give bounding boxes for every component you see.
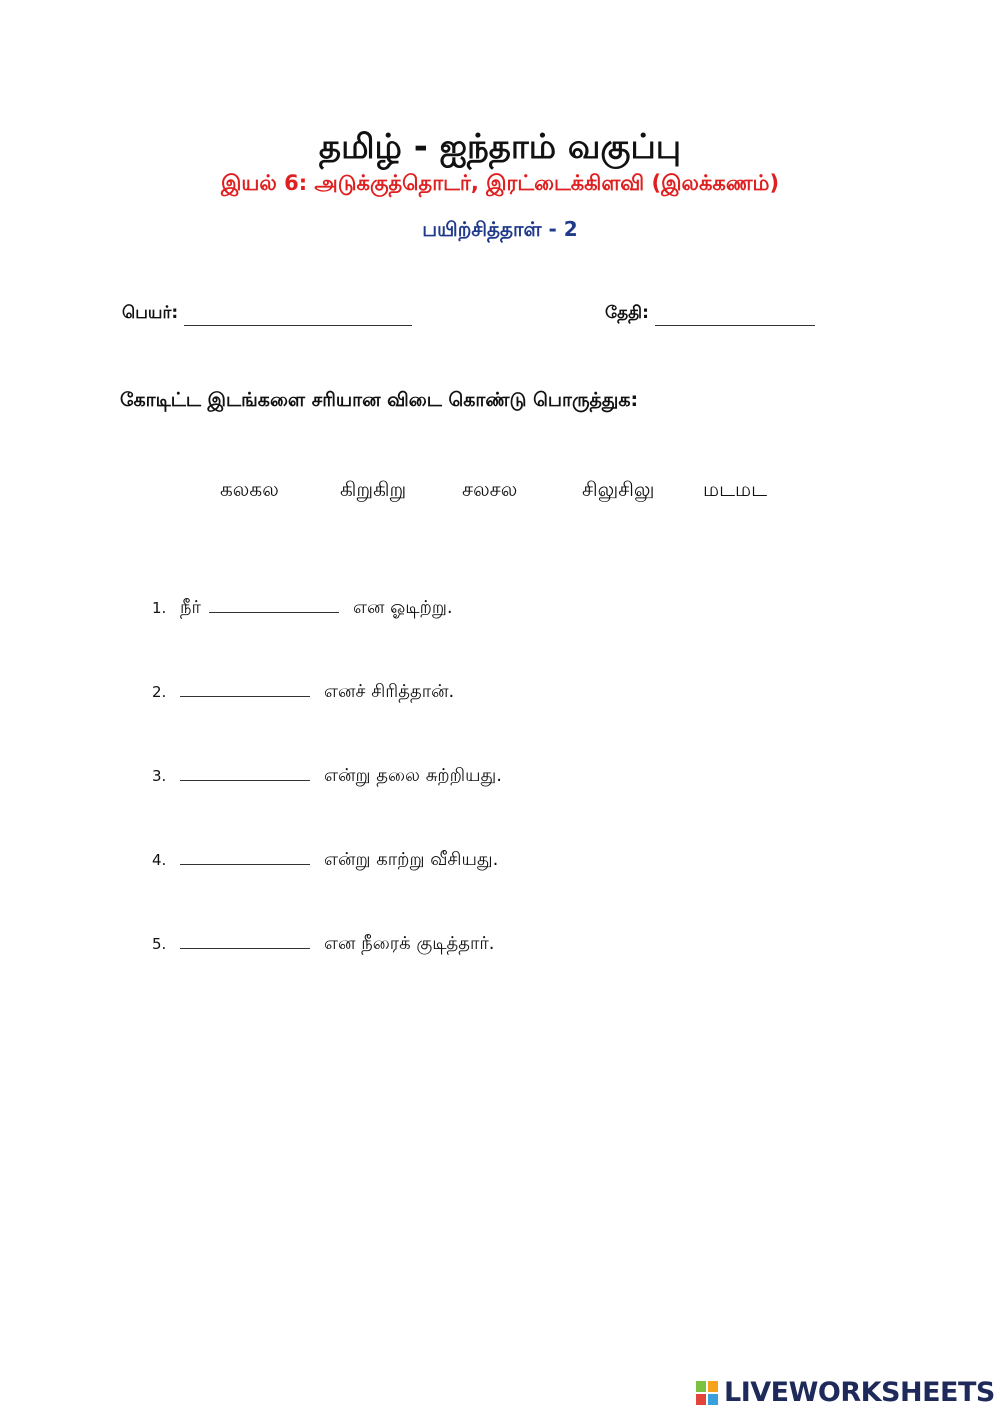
question-number: 1. — [152, 599, 167, 617]
question-item — [152, 846, 498, 874]
question-item — [152, 594, 453, 622]
date-label: தேதி: — [605, 303, 649, 323]
name-input-line[interactable] — [184, 307, 412, 326]
word-bank-item[interactable]: மடமட — [703, 477, 768, 501]
brand-text: LIVEWORKSHEETS — [724, 1377, 995, 1408]
question-text: என நீரைக் குடித்தார். — [324, 933, 495, 954]
page-title: தமிழ் - ஐந்தாம் வகுப்பு — [318, 127, 682, 167]
question-text: எனச் சிரித்தான். — [324, 681, 455, 702]
word-bank-item[interactable]: கிறுகிறு — [340, 477, 407, 501]
answer-blank[interactable] — [209, 596, 339, 613]
worksheet-title: பயிற்சித்தாள் - 2 — [422, 217, 578, 241]
question-number: 2. — [152, 683, 167, 701]
answer-blank[interactable] — [180, 848, 310, 865]
date-field — [605, 300, 815, 326]
question-item — [152, 762, 502, 790]
word-bank-item[interactable]: சலசல — [462, 477, 518, 501]
instruction: கோடிட்ட இடங்களை சரியான விடை கொண்டு பொருத்துக: — [120, 389, 639, 411]
question-text: என ஓடிற்று. — [352, 597, 453, 618]
lesson-title: இயல் 6: அடுக்குத்தொடர், இரட்டைக்கிளவி (இலக்கணம்) — [220, 171, 780, 195]
question-number: 5. — [152, 935, 167, 953]
logo-icon — [696, 1381, 718, 1405]
question-number: 3. — [152, 767, 167, 785]
question-text: என்று காற்று வீசியது. — [324, 849, 499, 870]
question-number: 4. — [152, 851, 167, 869]
question-item — [152, 930, 495, 958]
name-label: பெயர்: — [122, 303, 179, 323]
date-input-line[interactable] — [655, 307, 815, 326]
question-text: என்று தலை சுற்றியது. — [324, 765, 502, 786]
answer-blank[interactable] — [180, 932, 310, 949]
liveworksheets-logo[interactable] — [696, 1378, 995, 1408]
word-bank-item[interactable]: கலகல — [220, 477, 279, 501]
word-bank-item[interactable]: சிலுசிலு — [582, 477, 655, 501]
question-item — [152, 678, 454, 706]
name-field — [122, 300, 412, 326]
word-bank — [0, 474, 1000, 504]
question-prefix: நீர் — [180, 597, 201, 618]
answer-blank[interactable] — [180, 764, 310, 781]
answer-blank[interactable] — [180, 680, 310, 697]
